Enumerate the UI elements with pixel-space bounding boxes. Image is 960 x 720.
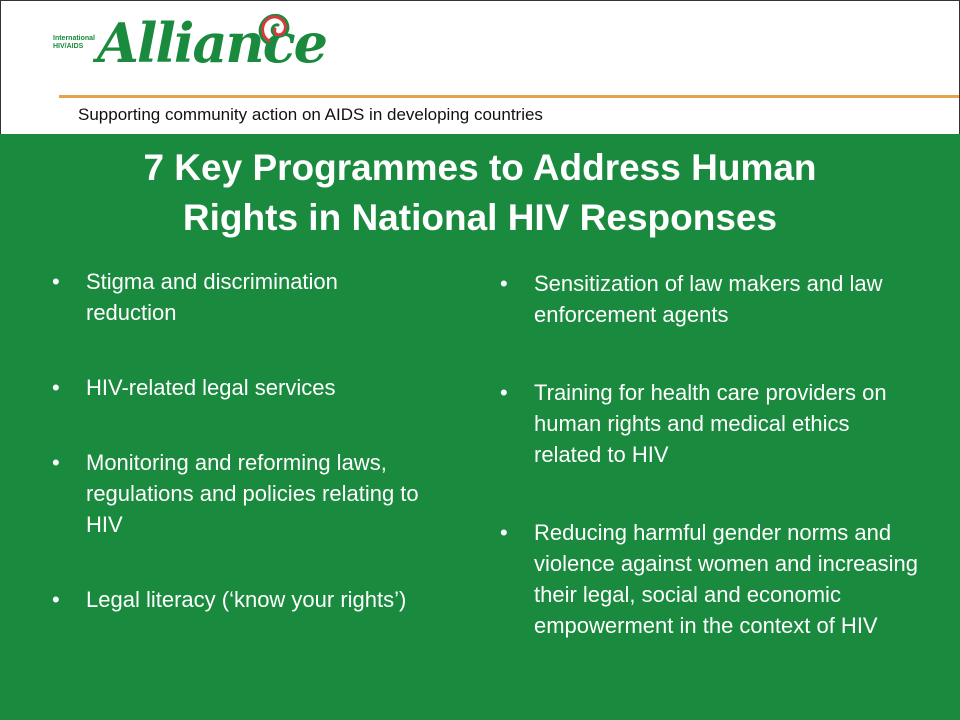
left-bullet-list <box>52 266 422 615</box>
bullet-item: • Monitoring and reforming laws, regulations and policies relating to HIV <box>52 447 422 540</box>
header-divider <box>59 95 959 98</box>
logo-swirl-icon <box>251 7 295 51</box>
title-line-1: 7 Key Programmes to Address Human <box>143 147 817 188</box>
alliance-logo <box>51 7 326 87</box>
logo-subtitle-line1: International <box>53 35 96 42</box>
logo-subtitle <box>53 35 99 51</box>
header-tagline: Supporting community action on AIDS in developing countries <box>78 105 543 124</box>
right-bullet-list <box>500 268 920 641</box>
bullet-item: • Training for health care providers on human rights and medical ethics related to HIV <box>500 377 920 470</box>
header-banner <box>0 0 960 134</box>
logo-wordmark: Alliance <box>97 11 326 75</box>
bullet-item: • Legal literacy (‘know your rights’) <box>52 584 422 615</box>
bullet-item: • HIV-related legal services <box>52 372 422 403</box>
bullet-item: • Stigma and discrimination reduction <box>52 266 422 328</box>
bullet-item: • Reducing harmful gender norms and violence against women and increasing their legal, social and economic empowerment in the context of HIV <box>500 517 920 641</box>
bullet-item: • Sensitization of law makers and law enforcement agents <box>500 268 920 330</box>
title-line-2: Rights in National HIV Responses <box>182 197 778 238</box>
logo-subtitle-line2: HIV/AIDS <box>53 43 84 50</box>
slide-title <box>40 143 920 243</box>
